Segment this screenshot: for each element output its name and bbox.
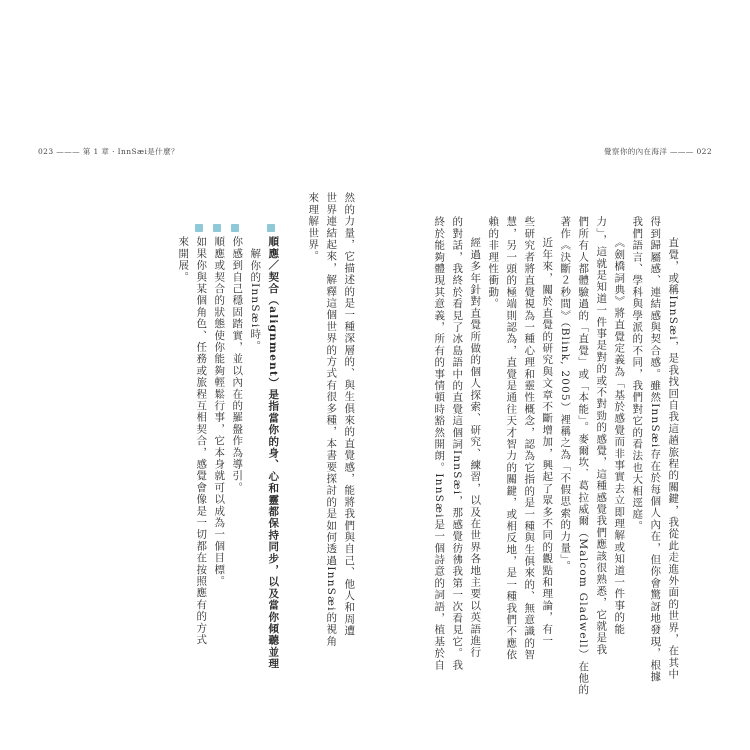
text-column: 力」，這就是知道一件事是對的或不對勁的感覺，這種感覺我們應該很熟悉，它就是我 <box>595 216 608 656</box>
running-header-left: 023 ——— 第 1 章 · InnSæi是什麼？ <box>38 147 179 156</box>
text-column: 經過多年針對直覺所做的個人探索、研究、練習，以及在世界各地主要以英語進行 <box>469 237 482 659</box>
text-column: 我們語言、學科與學派的不同，我們對它的看法也大相逕庭。 <box>631 216 644 532</box>
text-column: 近年來，關於直覺的研究與文章不斷增加，興起了眾多不同的觀點和理論，有一 <box>541 237 554 647</box>
book-spread <box>38 140 712 696</box>
text-column: 得到歸屬感、連結感與契合感。雖然InnSæi存在於每個人內在，但你會驚訝地發現，根據 <box>649 216 662 683</box>
bullet-text: 順應或契合的狀態使你能夠輕鬆行事，它本身就可以成為一個目標。 <box>213 236 226 587</box>
text-column: 們所有人都體驗過的「直覺」或「本能」。麥爾坎．葛拉威爾（Malcom Gladwell）在他的 <box>577 216 590 696</box>
text-column: 慧，另一頭的極端則認為，直覺是通往天才智力的關鍵，或相反地，是一種我們不應依 <box>505 216 518 661</box>
bullet-lead: 順應／契合（alignment）是指當你的身、心和靈都保持同步，以及當你傾聽並理 <box>267 236 280 670</box>
text-column: 的對話，我終於看見了冰島語中的直覺這個詞InnSæi，那感覺彷彿我第一次看見它。我 <box>451 216 464 671</box>
bullet-text-continued: 來開展。 <box>177 236 190 283</box>
bullet-text-continued: 解你的InnSæi時。 <box>249 248 262 352</box>
text-column: 賴的非理性衝動。 <box>487 216 500 310</box>
bullet-marker <box>213 224 221 232</box>
text-column: 來理解世界。 <box>307 192 320 263</box>
bullet-text <box>264 236 281 670</box>
bullet-text: 如果你與某個角色、任務或旅程互相契合，感覺會像是一切都在按照應有的方式 <box>195 236 208 646</box>
text-column: 世界連結起來，解釋這個世界的方式有很多種，本書要探討的是如何透過InnSæi的視角 <box>325 192 338 647</box>
bullet-marker <box>231 224 239 232</box>
text-column: 《劍橋詞典》將直覺定義為「基於感覺而非事實去立即理解或知道一件事的能 <box>613 237 626 635</box>
text-column: 些研究者將直覺視為一種心理和靈性概念，認為它指的是一種與生俱來的、無意識的智 <box>523 216 536 661</box>
text-column: 著作《決斷２秒間》（Blink, 2005）裡稱之為「不假思索的力量」。 <box>559 216 572 573</box>
bullet-marker <box>267 224 275 232</box>
text-column: 終於能夠體現其意義，所有的事情頓時豁然開朗。InnSæi是一個詩意的詞語，植基於自 <box>433 216 446 671</box>
text-column: 然的力量，它描述的是一種深層的、與生俱來的直覺感，能將我們與自己、他人和周遭 <box>343 192 356 637</box>
text-column: 直覺，或稱InnSæi，是我找回自我這趟旅程的關鍵，我從此走進外面的世界，在其中 <box>667 237 680 681</box>
bullet-marker <box>195 224 203 232</box>
bullet-text: 你感到自己穩固踏實，並以內在的羅盤作為導引。 <box>231 236 244 494</box>
running-header-right: 覺察你的內在海洋 ——— 022 <box>604 147 712 156</box>
